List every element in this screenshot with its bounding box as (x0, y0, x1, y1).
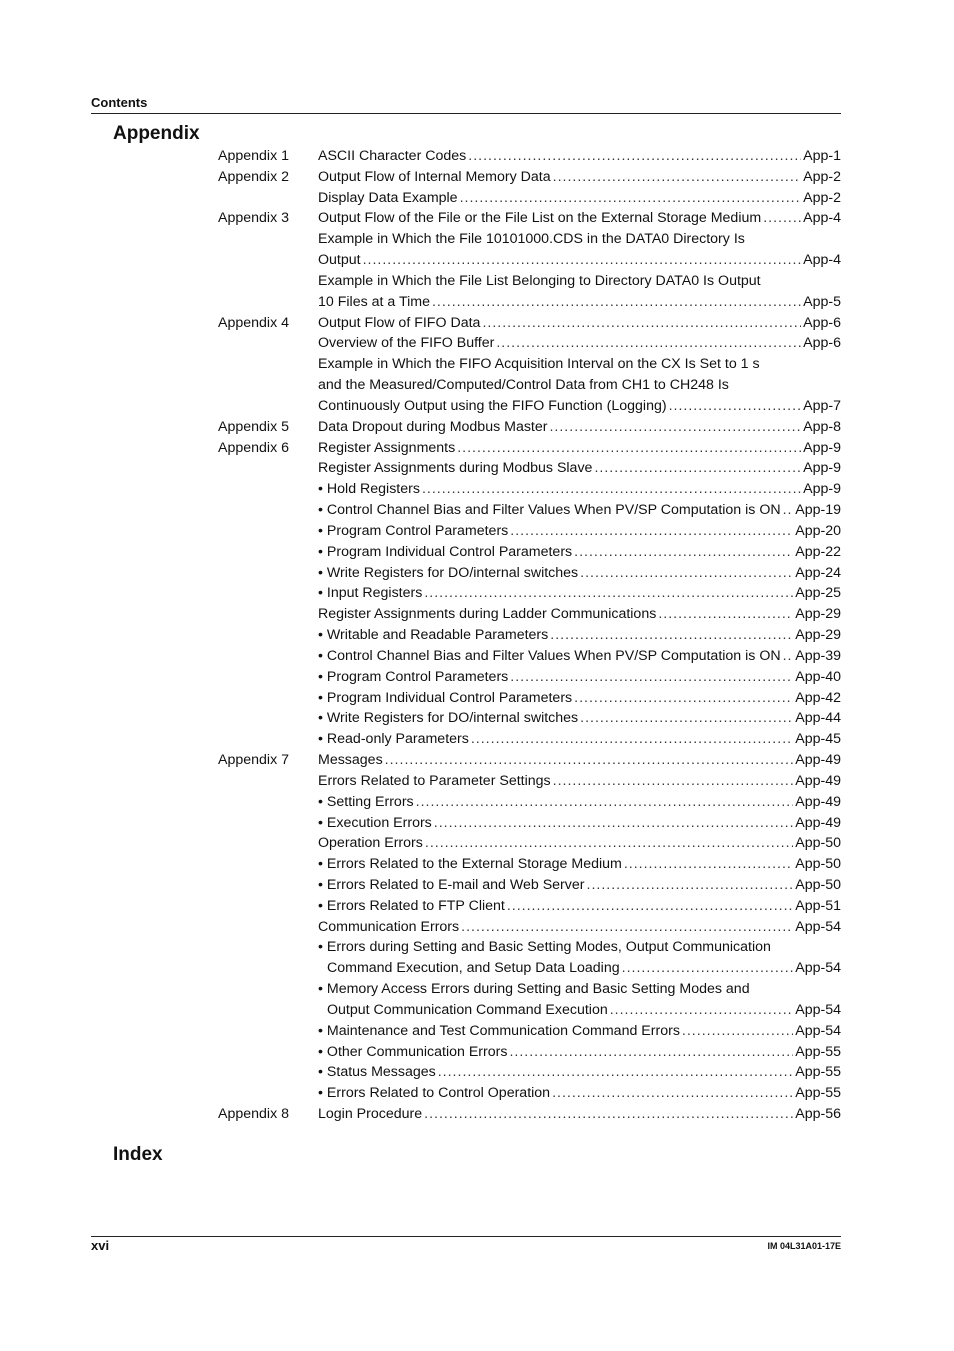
entry-title: Display Data Example (318, 189, 458, 206)
entry-title: • Hold Registers (318, 481, 420, 498)
toc-row (0, 375, 954, 396)
entry-page: App-2 (803, 168, 841, 185)
toc-row (0, 1000, 954, 1021)
toc-entry[interactable] (318, 565, 841, 581)
entry-page: App-56 (795, 1106, 841, 1123)
entry-page: App-9 (803, 460, 841, 477)
dot-leader (471, 731, 793, 747)
toc-row (0, 563, 954, 584)
toc-entry[interactable] (318, 1106, 841, 1122)
toc-entry[interactable] (318, 606, 841, 622)
entry-title: Communication Errors (318, 918, 460, 935)
toc-entry[interactable] (318, 585, 841, 601)
dot-leader (549, 419, 801, 435)
dot-leader (669, 398, 802, 414)
entry-title: Operation Errors (318, 835, 423, 852)
header-divider (91, 113, 841, 114)
toc-list (0, 146, 954, 1125)
entry-page: App-7 (803, 397, 841, 414)
entry-title: • Status Messages (318, 1064, 436, 1081)
toc-row (0, 188, 954, 209)
toc-row (0, 583, 954, 604)
appendix-number: Appendix 4 (218, 314, 289, 331)
entry-title: Example in Which the File List Belonging to Directory DATA0 Is Output (318, 272, 761, 289)
toc-entry[interactable] (318, 440, 841, 456)
footer-divider (91, 1236, 841, 1237)
entry-title: ASCII Character Codes (318, 148, 467, 164)
toc-row (0, 937, 954, 958)
toc-entry[interactable] (318, 460, 841, 476)
entry-title: and the Measured/Computed/Control Data from CH1 to CH248 Is (318, 377, 729, 394)
dot-leader (482, 315, 801, 331)
toc-entry[interactable] (318, 794, 841, 810)
toc-entry[interactable] (318, 502, 841, 518)
dot-leader (496, 335, 801, 351)
entry-page: App-25 (795, 585, 841, 602)
entry-page: App-49 (795, 752, 841, 769)
toc-row (0, 396, 954, 417)
toc-row (0, 792, 954, 813)
entry-title: Register Assignments (318, 439, 456, 456)
entry-title: Example in Which the FIFO Acquisition Interval on the CX Is Set to 1 s (318, 356, 760, 373)
entry-page: App-9 (803, 481, 841, 498)
toc-row (0, 208, 954, 229)
dot-leader (460, 190, 802, 206)
dot-leader (580, 565, 793, 581)
toc-entry[interactable] (318, 919, 841, 935)
entry-title: Messages (318, 752, 383, 769)
dot-leader (510, 523, 793, 539)
dot-leader (385, 752, 794, 768)
index-heading[interactable]: Index (113, 1144, 163, 1165)
entry-page: App-54 (795, 1001, 841, 1018)
entry-page: App-45 (795, 731, 841, 748)
entry-page: App-39 (795, 647, 841, 664)
entry-title: • Input Registers (318, 585, 423, 602)
toc-entry[interactable] (318, 731, 841, 747)
toc-entry[interactable] (318, 1044, 841, 1060)
toc-entry[interactable] (318, 1023, 841, 1039)
toc-row (0, 750, 954, 771)
entry-title: • Write Registers for DO/internal switches (318, 564, 579, 581)
toc-row (0, 271, 954, 292)
entry-title: • Program Individual Control Parameters (318, 543, 573, 560)
toc-entry[interactable] (318, 877, 841, 893)
toc-row (0, 479, 954, 500)
toc-entry (318, 939, 841, 955)
toc-entry[interactable] (318, 648, 841, 664)
dot-leader (425, 835, 793, 851)
toc-row (0, 1021, 954, 1042)
dot-leader (553, 169, 802, 185)
dot-leader (461, 919, 793, 935)
entry-title: Output Flow of Internal Memory Data (318, 168, 551, 185)
toc-entry[interactable] (318, 335, 841, 351)
entry-title: Data Dropout during Modbus Master (318, 418, 548, 435)
entry-title: • Program Individual Control Parameters (318, 689, 573, 706)
entry-page: App-9 (803, 439, 841, 456)
entry-page: App-6 (803, 335, 841, 352)
entry-title: • Errors during Setting and Basic Setting Modes, Output Communication (318, 939, 771, 956)
appendix-number: Appendix 3 (218, 210, 289, 227)
dot-leader (432, 294, 801, 310)
entry-title: Register Assignments during Ladder Communications (318, 606, 657, 623)
toc-entry[interactable] (318, 815, 841, 831)
toc-row (0, 250, 954, 271)
toc-row (0, 500, 954, 521)
toc-row (0, 917, 954, 938)
toc-row (0, 979, 954, 1000)
entry-page: App-54 (795, 918, 841, 935)
toc-row (0, 875, 954, 896)
entry-title: • Read-only Parameters (318, 731, 469, 748)
toc-entry[interactable] (318, 1064, 841, 1080)
dot-leader (424, 1106, 793, 1122)
toc-entry[interactable] (327, 960, 841, 976)
entry-page: App-49 (795, 772, 841, 789)
entry-page: App-22 (795, 543, 841, 560)
toc-row (0, 521, 954, 542)
toc-row (0, 229, 954, 250)
toc-entry[interactable] (318, 252, 841, 268)
entry-page: App-19 (795, 502, 841, 519)
toc-entry[interactable] (318, 544, 841, 560)
toc-row (0, 896, 954, 917)
toc-row (0, 667, 954, 688)
entry-title: • Control Channel Bias and Filter Values When PV/SP Computation is ON (318, 502, 781, 519)
dot-leader (438, 1064, 794, 1080)
entry-page: App-49 (795, 814, 841, 831)
dot-leader (783, 502, 794, 518)
entry-title: Overview of the FIFO Buffer (318, 335, 495, 352)
entry-page: App-50 (795, 876, 841, 893)
entry-page: App-54 (795, 960, 841, 977)
entry-page: App-6 (803, 314, 841, 331)
toc-entry (318, 273, 841, 289)
entry-title: Output Communication Command Execution (327, 1001, 608, 1018)
dot-leader (658, 606, 793, 622)
toc-entry[interactable] (318, 398, 841, 414)
entry-page: App-5 (803, 293, 841, 310)
entry-title: • Errors Related to Control Operation (318, 1085, 551, 1102)
toc-row (0, 833, 954, 854)
appendix-number: Appendix 1 (218, 148, 289, 164)
dot-leader (422, 481, 801, 497)
dot-leader (587, 877, 794, 893)
entry-title: Continuously Output using the FIFO Function (Logging) (318, 397, 667, 414)
page-number: xvi (91, 1238, 110, 1253)
entry-title: Output Flow of FIFO Data (318, 314, 481, 331)
toc-entry (318, 981, 841, 997)
dot-leader (624, 856, 793, 872)
toc-entry[interactable] (318, 523, 841, 539)
dot-leader (507, 898, 793, 914)
dot-leader (580, 710, 793, 726)
toc-row (0, 1104, 954, 1125)
toc-entry[interactable] (318, 690, 841, 706)
entry-page: App-29 (795, 627, 841, 644)
entry-title: • Writable and Readable Parameters (318, 627, 549, 644)
toc-entry[interactable] (318, 710, 841, 726)
toc-entry[interactable] (318, 169, 841, 185)
toc-row (0, 438, 954, 459)
dot-leader (783, 648, 794, 664)
dot-leader (552, 1085, 793, 1101)
entry-title: • Setting Errors (318, 793, 414, 810)
entry-title: Command Execution, and Setup Data Loading (327, 960, 620, 977)
entry-title: Output Flow of the File or the File List on the External Storage Medium (318, 210, 762, 227)
document-id: IM 04L31A01-17E (767, 1241, 841, 1251)
toc-entry[interactable] (318, 627, 841, 643)
entry-title: Login Procedure (318, 1106, 423, 1123)
appendix-heading: Appendix (113, 123, 200, 144)
entry-title: • Write Registers for DO/internal switches (318, 710, 579, 727)
toc-row (0, 625, 954, 646)
entry-page: App-4 (803, 210, 841, 227)
entry-title: • Errors Related to the External Storage Medium (318, 856, 622, 873)
dot-leader (509, 1044, 793, 1060)
entry-title: • Execution Errors (318, 814, 432, 831)
dot-leader (763, 210, 801, 226)
toc-row (0, 958, 954, 979)
dot-leader (574, 690, 793, 706)
toc-entry[interactable] (318, 752, 841, 768)
toc-row (0, 854, 954, 875)
entry-title: • Program Control Parameters (318, 668, 509, 685)
toc-row (0, 646, 954, 667)
entry-page: App-42 (795, 689, 841, 706)
toc-row (0, 333, 954, 354)
entry-page: App-51 (795, 897, 841, 914)
appendix-number: Appendix 6 (218, 439, 289, 456)
toc-entry[interactable] (318, 148, 841, 164)
dot-leader (434, 815, 793, 831)
toc-row (0, 292, 954, 313)
entry-title: Example in Which the File 10101000.CDS in the DATA0 Directory Is (318, 231, 745, 248)
toc-row (0, 729, 954, 750)
appendix-number: Appendix 7 (218, 752, 289, 769)
dot-leader (610, 1002, 794, 1018)
entry-title: • Maintenance and Test Communication Command Errors (318, 1022, 680, 1039)
toc-row (0, 354, 954, 375)
entry-page: App-55 (795, 1043, 841, 1060)
dot-leader (622, 960, 794, 976)
entry-title: • Errors Related to E-mail and Web Server (318, 876, 585, 893)
toc-entry[interactable] (318, 773, 841, 789)
entry-page: App-1 (803, 148, 841, 164)
dot-leader (553, 773, 794, 789)
toc-entry[interactable] (318, 190, 841, 206)
dot-leader (468, 148, 801, 164)
toc-row (0, 458, 954, 479)
toc-row (0, 1042, 954, 1063)
toc-entry[interactable] (318, 669, 841, 685)
toc-row (0, 542, 954, 563)
entry-page: App-8 (803, 418, 841, 435)
toc-entry (318, 356, 841, 372)
entry-title: Errors Related to Parameter Settings (318, 772, 551, 789)
entry-page: App-40 (795, 668, 841, 685)
toc-entry[interactable] (318, 481, 841, 497)
entry-title: • Program Control Parameters (318, 522, 509, 539)
toc-row (0, 417, 954, 438)
toc-row (0, 813, 954, 834)
appendix-number: Appendix 2 (218, 168, 289, 185)
toc-row (0, 1062, 954, 1083)
toc-entry[interactable] (318, 315, 841, 331)
toc-row (0, 146, 954, 167)
toc-row (0, 167, 954, 188)
dot-leader (457, 440, 801, 456)
entry-page: App-4 (803, 252, 841, 269)
appendix-number: Appendix 5 (218, 418, 289, 435)
toc-entry[interactable] (318, 1085, 841, 1101)
toc-row (0, 313, 954, 334)
dot-leader (574, 544, 793, 560)
entry-title: Register Assignments during Modbus Slave (318, 460, 593, 477)
entry-page: App-2 (803, 189, 841, 206)
dot-leader (510, 669, 793, 685)
toc-entry[interactable] (318, 835, 841, 851)
dot-leader (550, 627, 793, 643)
toc-row (0, 688, 954, 709)
toc-entry[interactable] (318, 898, 841, 914)
entry-page: App-55 (795, 1085, 841, 1102)
appendix-number: Appendix 8 (218, 1106, 289, 1123)
header-label: Contents (91, 95, 148, 110)
entry-page: App-50 (795, 856, 841, 873)
toc-row (0, 1083, 954, 1104)
entry-title: • Other Communication Errors (318, 1043, 508, 1060)
dot-leader (416, 794, 794, 810)
entry-page: App-49 (795, 793, 841, 810)
entry-title: 10 Files at a Time (318, 293, 430, 310)
entry-title: • Errors Related to FTP Client (318, 897, 505, 914)
dot-leader (424, 585, 793, 601)
entry-title: • Control Channel Bias and Filter Values When PV/SP Computation is ON (318, 647, 781, 664)
toc-entry[interactable] (318, 856, 841, 872)
toc-entry[interactable] (318, 419, 841, 435)
toc-entry[interactable] (318, 210, 841, 226)
toc-entry (318, 377, 841, 393)
dot-leader (594, 460, 801, 476)
dot-leader (363, 252, 802, 268)
toc-entry[interactable] (318, 294, 841, 310)
entry-title: • Memory Access Errors during Setting and Basic Setting Modes and (318, 981, 750, 998)
entry-page: App-55 (795, 1064, 841, 1081)
toc-entry[interactable] (327, 1002, 841, 1018)
toc-row (0, 708, 954, 729)
entry-page: App-44 (795, 710, 841, 727)
toc-row (0, 771, 954, 792)
entry-page: App-20 (795, 522, 841, 539)
entry-page: App-29 (795, 606, 841, 623)
entry-page: App-50 (795, 835, 841, 852)
entry-title: Output (318, 252, 361, 269)
dot-leader (682, 1023, 793, 1039)
toc-row (0, 604, 954, 625)
entry-page: App-24 (795, 564, 841, 581)
entry-page: App-54 (795, 1022, 841, 1039)
toc-entry (318, 231, 841, 247)
